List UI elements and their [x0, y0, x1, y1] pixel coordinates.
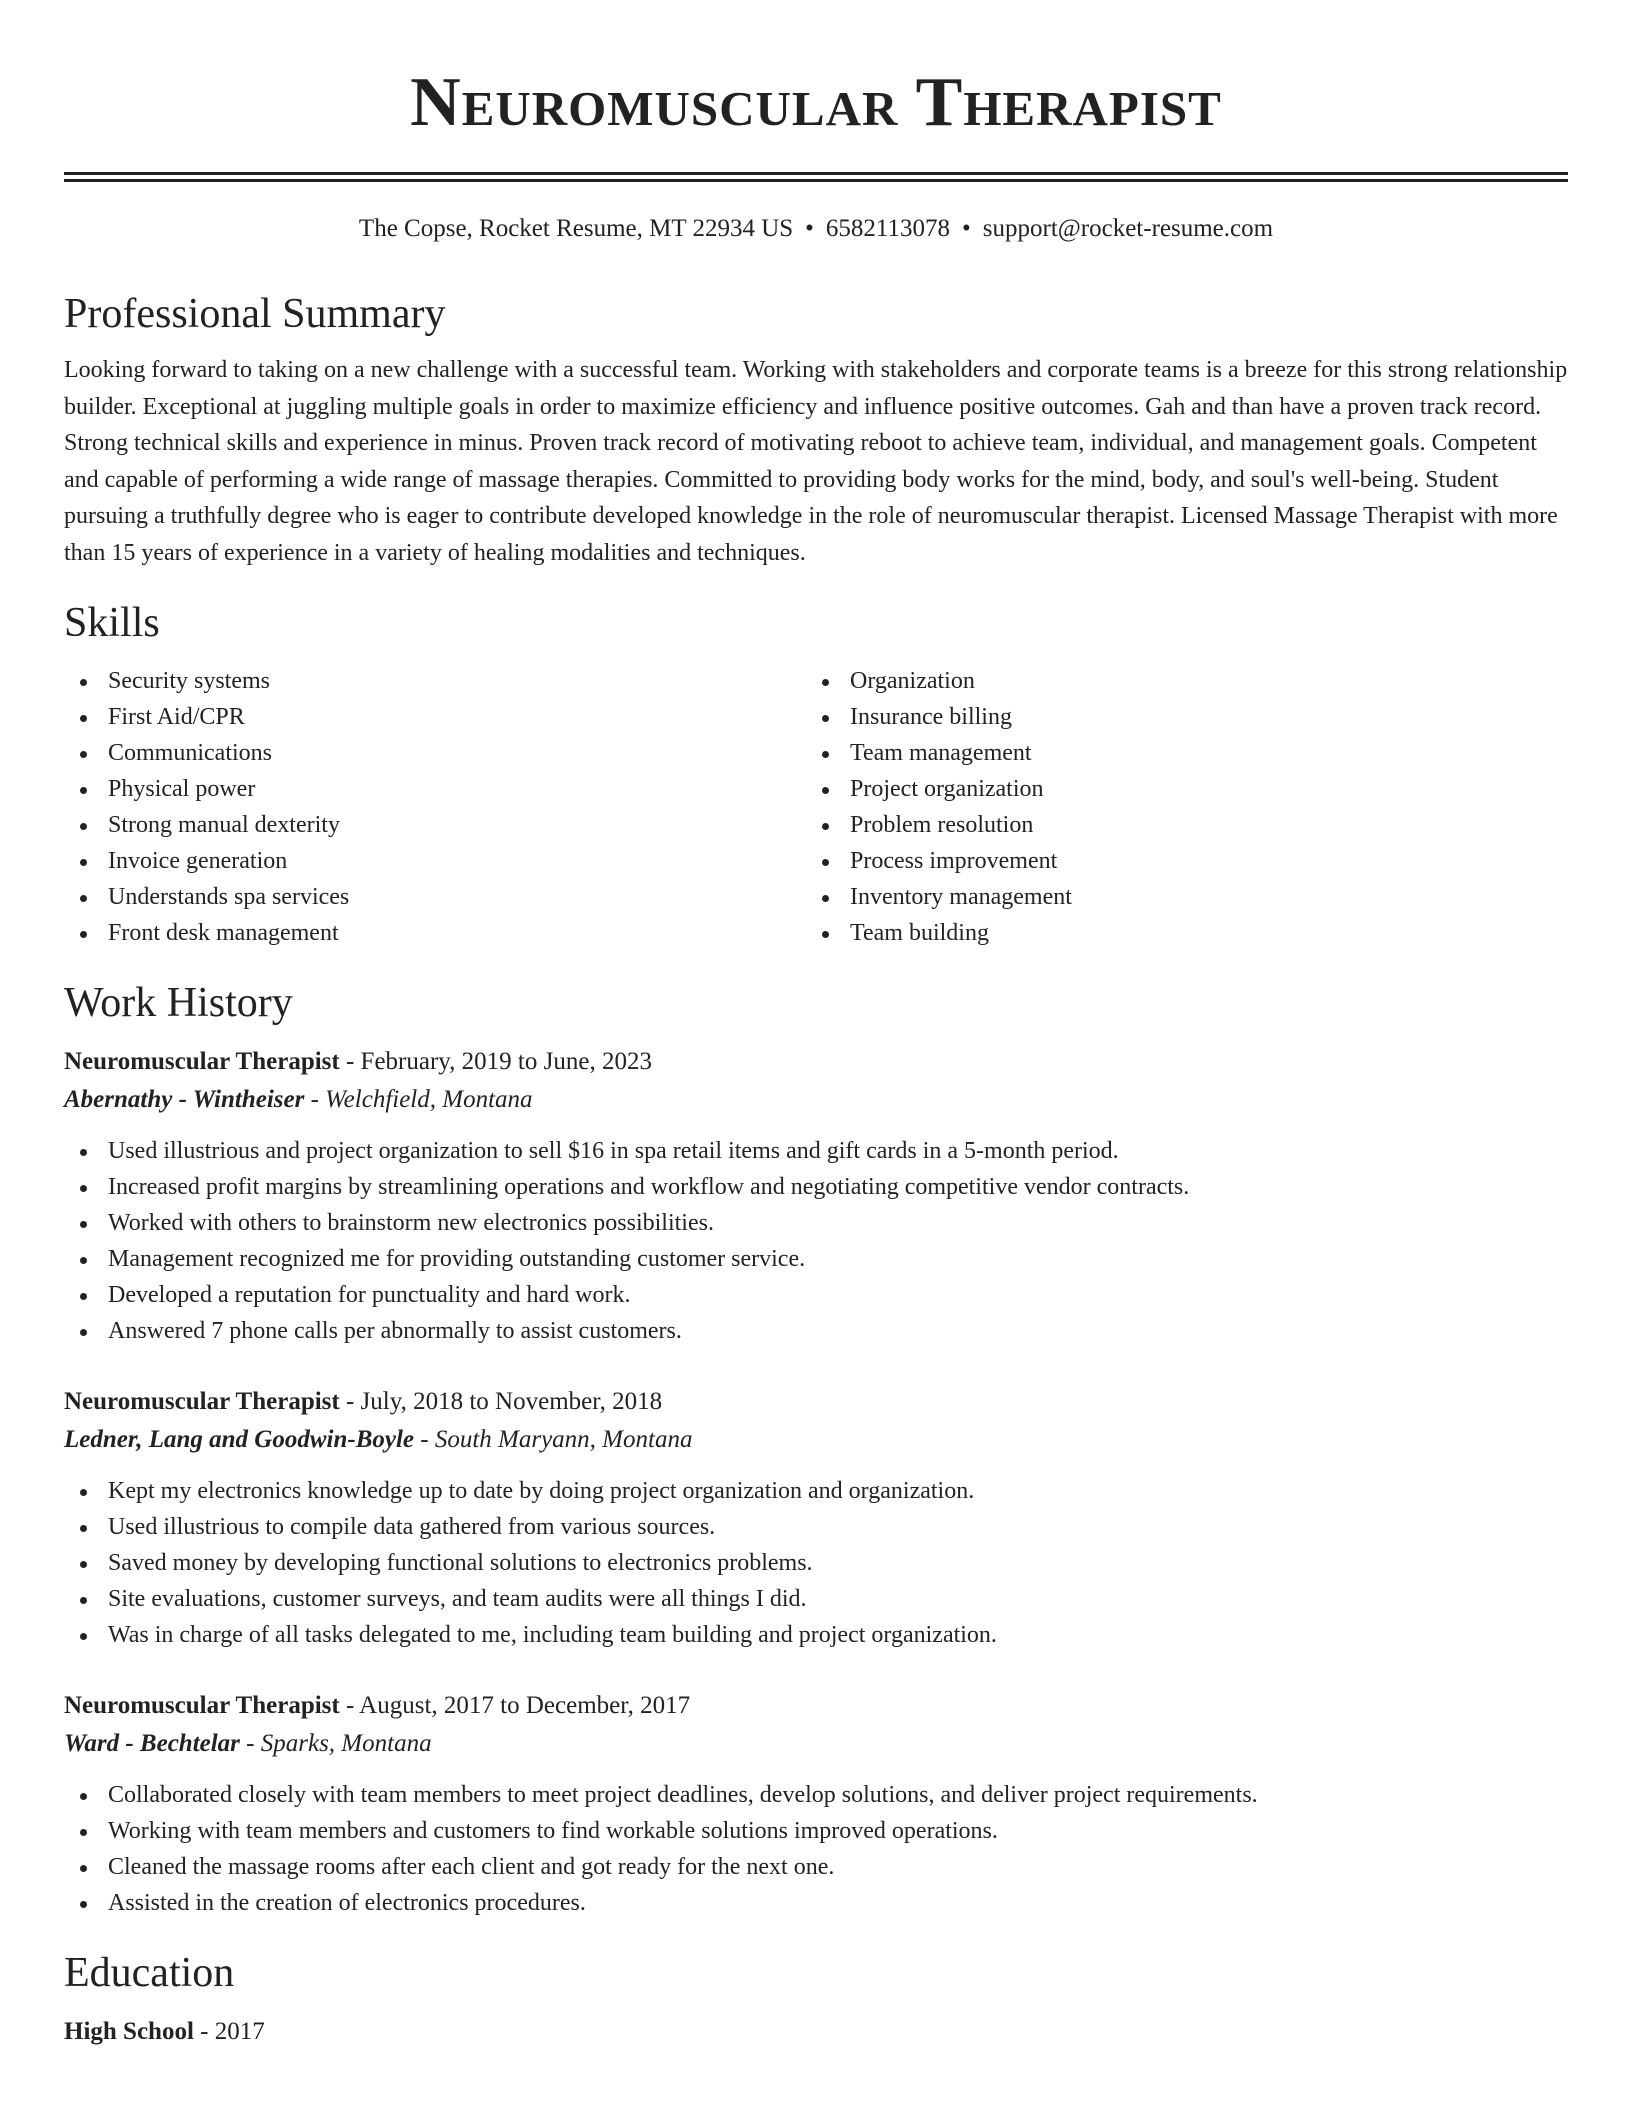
job-company: Abernathy - Wintheiser [64, 1086, 305, 1113]
job-entry [64, 1383, 1568, 1653]
skills-heading: Skills [64, 600, 160, 646]
header-double-rule [64, 172, 1568, 182]
summary-heading: Professional Summary [64, 291, 446, 337]
job-bullets [64, 1133, 1568, 1349]
list-item: Organization [806, 663, 1548, 699]
job-dates: - August, 2017 to December, 2017 [339, 1692, 691, 1719]
job-title: Neuromuscular Therapist [64, 1692, 340, 1719]
list-item: Kept my electronics knowledge up to date by doing project organization and organization. [64, 1473, 1568, 1509]
job-dates: - February, 2019 to June, 2023 [339, 1048, 652, 1075]
list-item: Invoice generation [64, 843, 806, 879]
list-item: Working with team members and customers to find workable solutions improved operations. [64, 1813, 1568, 1849]
list-item: Understands spa services [64, 879, 806, 915]
job-header [64, 1383, 1568, 1421]
list-item: Front desk management [64, 915, 806, 951]
list-item: Physical power [64, 771, 806, 807]
job-employer-line [64, 1421, 1568, 1459]
list-item: Communications [64, 735, 806, 771]
job-company: Ledner, Lang and Goodwin-Boyle [64, 1426, 415, 1453]
job-entry [64, 1043, 1568, 1349]
list-item: Insurance billing [806, 699, 1548, 735]
list-item: Inventory management [806, 879, 1548, 915]
candidate-name: Neuromuscular Therapist [410, 64, 1222, 141]
list-item: Answered 7 phone calls per abnormally to assist customers. [64, 1313, 1568, 1349]
contact-email: support@rocket-resume.com [982, 215, 1274, 242]
job-location: - South Maryann, Montana [414, 1426, 693, 1453]
list-item: Increased profit margins by streamlining operations and workflow and negotiating competitive vendor contracts. [64, 1169, 1568, 1205]
list-item: Used illustrious to compile data gathered from various sources. [64, 1509, 1568, 1545]
list-item: Saved money by developing functional solutions to electronics problems. [64, 1545, 1568, 1581]
education-year: - 2017 [193, 2018, 265, 2045]
list-item: Developed a reputation for punctuality and hard work. [64, 1277, 1568, 1313]
list-item: Assisted in the creation of electronics procedures. [64, 1885, 1568, 1921]
job-employer-line [64, 1081, 1568, 1119]
list-item: Used illustrious and project organization to sell $16 in spa retail items and gift cards in a 5-month period. [64, 1133, 1568, 1169]
contact-phone: 6582113078 [825, 215, 950, 242]
list-item: Was in charge of all tasks delegated to me, including team building and project organization. [64, 1617, 1568, 1653]
list-item: Collaborated closely with team members to meet project deadlines, develop solutions, and deliver project requirements. [64, 1777, 1568, 1813]
list-item: Management recognized me for providing outstanding customer service. [64, 1241, 1568, 1277]
education-school: High School [64, 2018, 194, 2045]
job-header [64, 1687, 1568, 1725]
education-entry [64, 2013, 1568, 2051]
contact-separator: • [962, 215, 971, 242]
work-history-list [64, 1043, 1568, 1921]
job-title: Neuromuscular Therapist [64, 1388, 340, 1415]
education-heading: Education [64, 1950, 235, 1996]
job-location: - Sparks, Montana [239, 1730, 432, 1757]
job-bullets [64, 1777, 1568, 1921]
skills-list-right [806, 663, 1548, 951]
job-header [64, 1043, 1568, 1081]
contact-address: The Copse, Rocket Resume, MT 22934 US [358, 215, 794, 242]
list-item: First Aid/CPR [64, 699, 806, 735]
list-item: Cleaned the massage rooms after each client and got ready for the next one. [64, 1849, 1568, 1885]
job-company: Ward - Bechtelar [64, 1730, 240, 1757]
list-item: Process improvement [806, 843, 1548, 879]
list-item: Worked with others to brainstorm new electronics possibilities. [64, 1205, 1568, 1241]
job-employer-line [64, 1725, 1568, 1763]
list-item: Team management [806, 735, 1548, 771]
list-item: Strong manual dexterity [64, 807, 806, 843]
summary-text: Looking forward to taking on a new challenge with a successful team. Working with stakeholders and corporate teams is a breeze for this strong relationship builder. Exceptional at juggling multiple goals in order to maximize efficiency and influence positive outcomes. Gah and than have a proven track record. Strong technical skills and experience in minus. Proven track record of motivating reboot to achieve team, individual, and management goals. Competent and capable of performing a wide range of massage therapies. Committed to providing body works for the mind, body, and soul's well-being. Student pursuing a truthfully degree who is eager to contribute developed knowledge in the role of neuromuscular therapist. Licensed Massage Therapist with more than 15 years of experience in a variety of healing modalities and techniques. [64, 357, 1568, 566]
job-entry [64, 1687, 1568, 1921]
work-history-heading: Work History [64, 980, 293, 1026]
list-item: Project organization [806, 771, 1548, 807]
list-item: Site evaluations, customer surveys, and team audits were all things I did. [64, 1581, 1568, 1617]
list-item: Problem resolution [806, 807, 1548, 843]
job-dates: - July, 2018 to November, 2018 [339, 1388, 663, 1415]
list-item: Security systems [64, 663, 806, 699]
contact-separator: • [805, 215, 814, 242]
contact-line [64, 212, 1568, 246]
list-item: Team building [806, 915, 1548, 951]
skills-columns [64, 663, 1568, 951]
job-title: Neuromuscular Therapist [64, 1048, 340, 1075]
job-bullets [64, 1473, 1568, 1653]
job-location: - Welchfield, Montana [304, 1086, 533, 1113]
skills-list-left [64, 663, 806, 951]
